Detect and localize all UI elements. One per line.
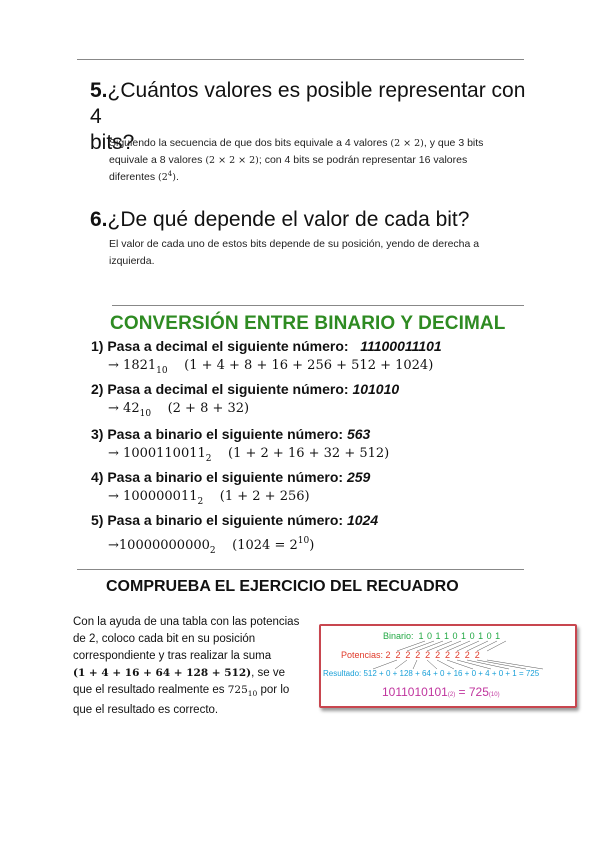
q5-math: ) xyxy=(172,172,176,183)
paragraph-line: , se ve xyxy=(251,667,286,679)
final-row xyxy=(382,685,500,699)
verification-box xyxy=(319,624,577,708)
arrow-icon: → xyxy=(108,401,119,416)
q5-math: (2 xyxy=(158,172,168,183)
section2-title: COMPRUEBA EL EJERCICIO DEL RECUADRO xyxy=(106,578,459,595)
exercise-label: 2) Pasa a decimal el siguiente número: xyxy=(91,381,349,397)
q5-title-line2: bits? xyxy=(90,131,135,154)
q6-body-line1: El valor de cada uno de estos bits depende de su posición, yendo de derecha a xyxy=(109,238,480,250)
q5-body xyxy=(109,135,529,187)
exercise-1 xyxy=(91,338,531,376)
q6-title: ¿De qué depende el valor de cada bit? xyxy=(107,208,470,231)
arrow-icon: → xyxy=(108,446,119,461)
arrow-icon: → xyxy=(108,538,119,553)
q5-body-text: diferentes xyxy=(109,171,159,183)
q5-title-line1: ¿Cuántos valores es posible representar con 4 xyxy=(90,79,526,128)
exercise-expression: (1024 = 2 xyxy=(232,538,298,553)
q6-number: 6. xyxy=(90,208,108,231)
exercise-5 xyxy=(91,512,531,556)
q5-body-text: Siguiendo la secuencia de que dos bits equivale a 4 valores xyxy=(109,137,391,149)
exercise-base: 10 xyxy=(156,366,168,376)
exercise-base: 2 xyxy=(197,497,204,507)
exercise-result: 100000011 xyxy=(123,489,198,504)
paragraph-line: correspondiente y tras realizar la suma xyxy=(73,650,272,662)
exercise-expression-close: ) xyxy=(309,538,315,553)
paragraph-sum: (1 + 4 + 16 + 64 + 128 + 512) xyxy=(73,667,252,679)
q5-math: (2 × 2) xyxy=(390,138,424,149)
potencias-value: 2 2 2 2 2 2 2 2 2 2 xyxy=(385,650,481,660)
paragraph-result-base: 10 xyxy=(247,689,258,698)
exercise-result: 42 xyxy=(123,401,140,416)
final-decimal-base: (10) xyxy=(488,692,500,698)
exercise-base: 2 xyxy=(205,454,212,464)
exercise-expression: (2 + 8 + 32) xyxy=(167,401,250,416)
exercise-4 xyxy=(91,469,531,507)
q6-body xyxy=(109,236,529,270)
exercise-result: 1821 xyxy=(123,358,157,373)
explanation-paragraph xyxy=(73,614,300,719)
exercise-number: 101010 xyxy=(352,381,400,397)
paragraph-line: Con la ayuda de una tabla con las potencias xyxy=(73,616,300,628)
exercise-result: 1000110011 xyxy=(123,446,206,461)
section1-divider xyxy=(112,305,524,306)
q6-heading xyxy=(90,207,530,233)
exercise-number: 563 xyxy=(346,426,371,442)
exercise-expression: (1 + 2 + 16 + 32 + 512) xyxy=(228,446,390,461)
exercise-base: 2 xyxy=(209,546,216,556)
section2-divider xyxy=(77,569,524,570)
paragraph-line: que el resultado es correcto. xyxy=(73,704,219,716)
arrow-icon: → xyxy=(108,358,119,373)
potencias-label: Potencias: xyxy=(341,650,384,660)
q5-body-text: , y que 3 bits xyxy=(423,137,484,149)
exercise-3 xyxy=(91,426,531,464)
final-binary-base: (2) xyxy=(447,692,456,698)
resultado-row xyxy=(323,669,539,678)
resultado-label: Resultado: xyxy=(323,669,362,678)
paragraph-line: por lo xyxy=(257,684,290,696)
exercise-2 xyxy=(91,381,531,419)
paragraph-line: que el resultado realmente es xyxy=(73,684,228,696)
q5-body-text: equivale a 8 valores xyxy=(109,154,206,166)
q6-body-line2: izquierda. xyxy=(109,255,155,267)
top-divider xyxy=(77,59,524,60)
exercise-expression: (1 + 2 + 256) xyxy=(219,489,310,504)
exercise-number: 259 xyxy=(346,469,371,485)
arrow-icon: → xyxy=(108,489,119,504)
q5-math-sup: 4 xyxy=(167,170,173,178)
q5-body-text: . xyxy=(175,171,179,183)
final-binary: 1011010101 xyxy=(382,685,448,699)
binario-value: 1 0 1 1 0 1 0 1 0 1 xyxy=(418,631,501,641)
exercise-label: 5) Pasa a binario el siguiente número: xyxy=(91,512,344,528)
q5-math: (2 × 2 × 2) xyxy=(205,155,259,166)
exercise-base: 10 xyxy=(139,409,152,419)
final-equals: = 725 xyxy=(455,685,489,699)
section1-title: CONVERSIÓN ENTRE BINARIO Y DECIMAL xyxy=(110,313,506,334)
exercise-label: 4) Pasa a binario el siguiente número: xyxy=(91,469,344,485)
exercise-number: 11100011101 xyxy=(360,338,442,354)
paragraph-line: de 2, coloco cada bit en su posición xyxy=(73,633,256,645)
binario-label: Binario: xyxy=(383,631,414,641)
exercise-result: 10000000000 xyxy=(118,538,210,553)
paragraph-result: 725 xyxy=(227,684,248,696)
exercise-exponent: 10 xyxy=(297,536,310,546)
q5-number: 5. xyxy=(90,79,108,102)
exercise-label: 3) Pasa a binario el siguiente número: xyxy=(91,426,344,442)
exercise-number: 1024 xyxy=(346,512,379,528)
exercise-expression: (1 + 4 + 8 + 16 + 256 + 512 + 1024) xyxy=(184,358,434,373)
resultado-value: 512 + 0 + 128 + 64 + 0 + 16 + 0 + 4 + 0 + 1 = 725 xyxy=(363,669,540,678)
q5-body-text: ; con 4 bits se podrán representar 16 valores xyxy=(258,154,468,166)
exercise-label: 1) Pasa a decimal el siguiente número: xyxy=(91,338,349,354)
